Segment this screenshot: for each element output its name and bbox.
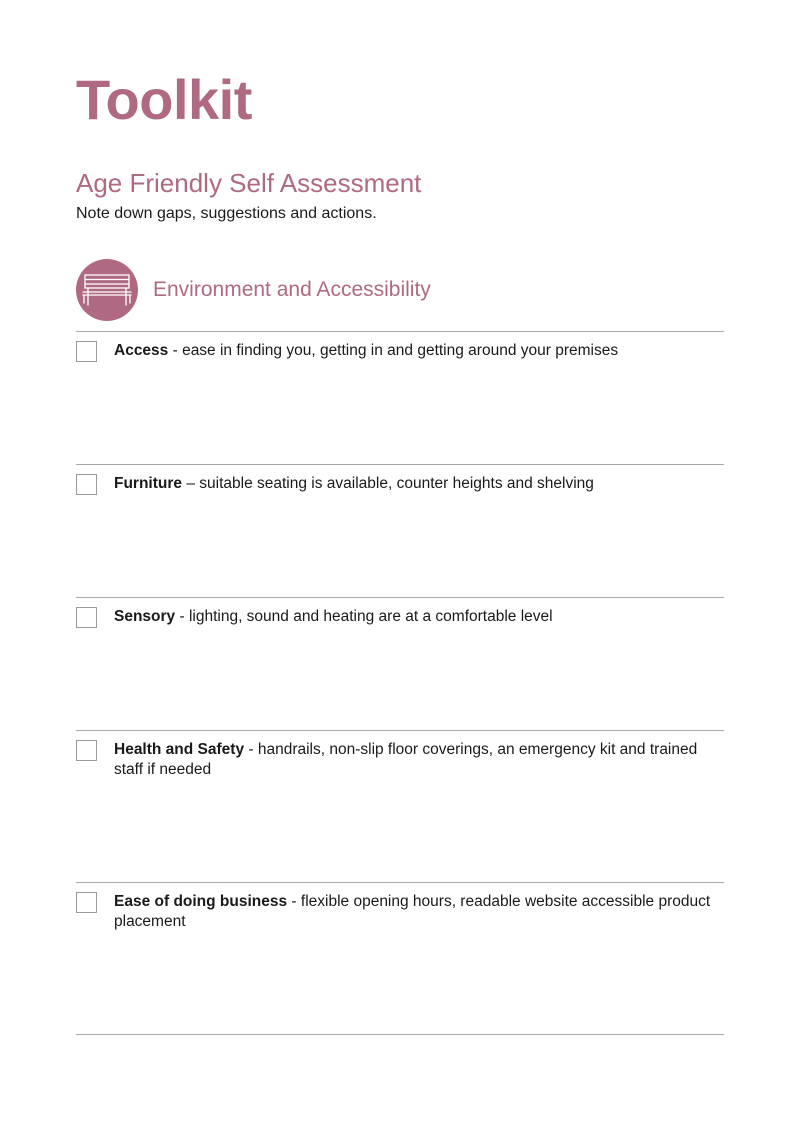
checkbox-access[interactable] bbox=[76, 341, 97, 362]
divider bbox=[76, 730, 724, 731]
checkbox-furniture[interactable] bbox=[76, 474, 97, 495]
item-description: - flexible opening hours, readable website accessible product placement bbox=[114, 893, 711, 930]
item-text bbox=[114, 607, 714, 627]
divider bbox=[76, 1034, 724, 1035]
item-description: - ease in finding you, getting in and getting around your premises bbox=[168, 342, 619, 359]
bench-icon bbox=[76, 259, 138, 321]
item-label: Ease of doing business bbox=[114, 893, 288, 910]
divider bbox=[76, 464, 724, 465]
checkbox-health-and-safety[interactable] bbox=[76, 740, 97, 761]
item-text bbox=[114, 740, 714, 780]
category-header bbox=[76, 258, 431, 322]
section-subtitle: Note down gaps, suggestions and actions. bbox=[76, 205, 377, 222]
divider bbox=[76, 331, 724, 332]
item-description: - handrails, non-slip floor coverings, an emergency kit and trained staff if needed bbox=[114, 741, 698, 778]
page-title: Toolkit bbox=[76, 68, 252, 131]
item-description: - lighting, sound and heating are at a comfortable level bbox=[175, 608, 553, 625]
item-text bbox=[114, 341, 714, 361]
item-text bbox=[114, 474, 714, 494]
item-label: Sensory bbox=[114, 608, 176, 625]
item-label: Health and Safety bbox=[114, 741, 245, 758]
category-title: Environment and Accessibility bbox=[153, 278, 431, 301]
item-label: Access bbox=[114, 342, 169, 359]
item-label: Furniture bbox=[114, 475, 183, 492]
item-text bbox=[114, 892, 714, 932]
checkbox-ease-of-doing-business[interactable] bbox=[76, 892, 97, 913]
divider bbox=[76, 597, 724, 598]
checkbox-sensory[interactable] bbox=[76, 607, 97, 628]
section-heading: Age Friendly Self Assessment bbox=[76, 168, 422, 198]
item-description: – suitable seating is available, counter heights and shelving bbox=[182, 475, 594, 492]
divider bbox=[76, 882, 724, 883]
